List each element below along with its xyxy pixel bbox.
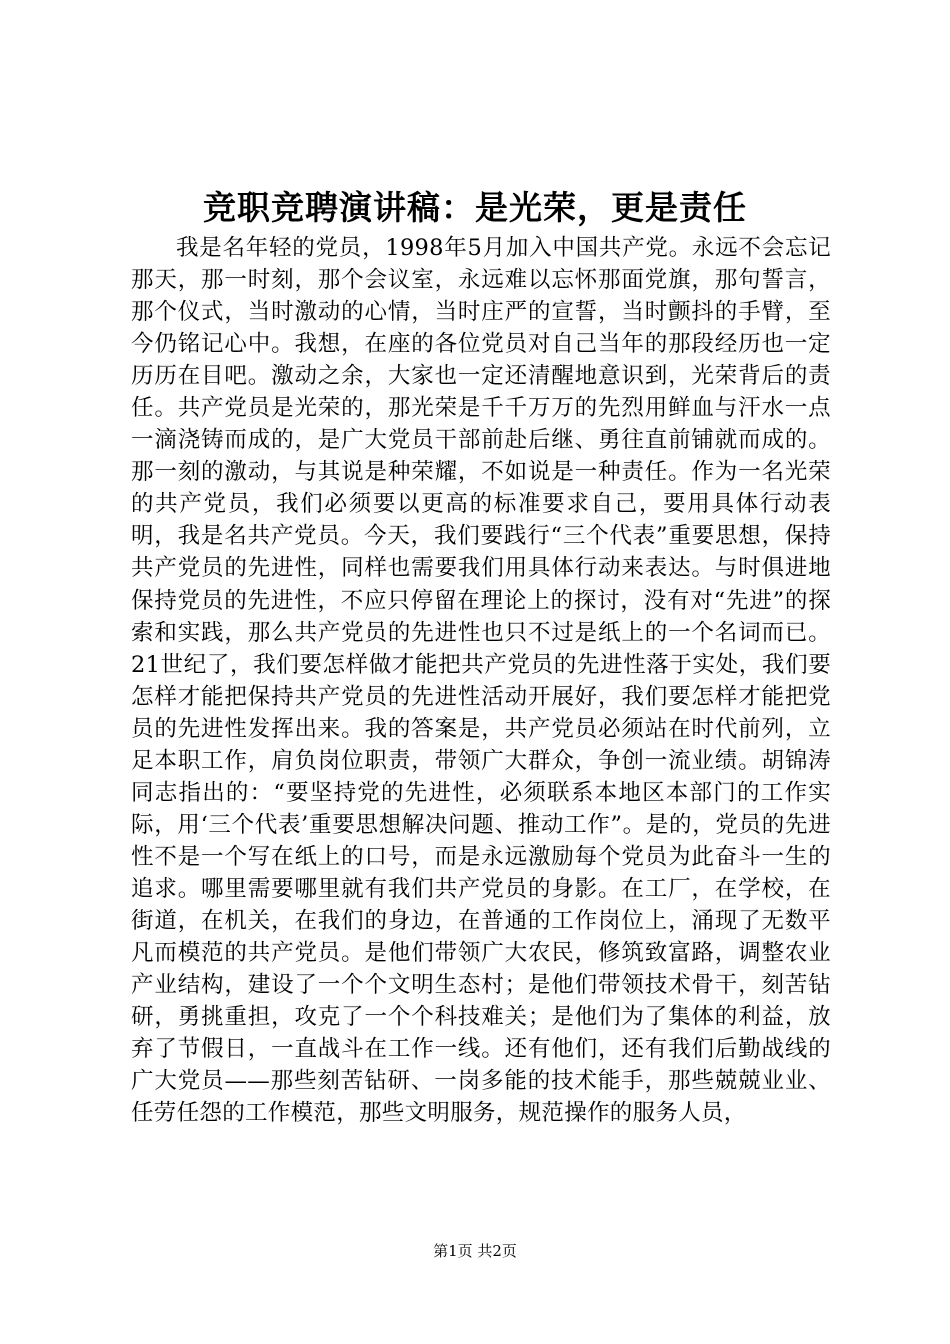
page-number: 第1页 共2页 <box>433 1242 517 1260</box>
body-paragraph: 我是名年轻的党员，1998年5月加入中国共产党。永远不会忘记那天，那一时刻，那个会议室，永远难以忘怀那面党旗，那句誓言，那个仪式，当时激动的心情，当时庄严的宣誓，当时颤抖的手臂，至今仍铭记心中。我想，在座的各位党员对自己当年的那段经历也一定历历在目吧。激动之余，大家也一定还清醒地意识到，光荣背后的责任。共产党员是光荣的，那光荣是千千万万的先烈用鲜血与汗水一点一滴浇铸而成的，是广大党员干部前赴后继、勇往直前铺就而成的。那一刻的激动，与其说是种荣耀，不如说是一种责任。作为一名光荣的共产党员，我们必须要以更高的标准要求自己，要用具体行动表明，我是名共产党员。今天，我们要践行“三个代表”重要思想，保持共产党员的先进性，同样也需要我们用具体行动来表达。与时俱进地保持党员的先进性，不应只停留在理论上的探讨，没有对“先进”的探索和实践，那么共产党员的先进性也只不过是纸上的一个名词而已。21世纪了，我们要怎样做才能把共产党员的先进性落于实处，我们要怎样才能把保持共产党员的先进性活动开展好，我们要怎样才能把党员的先进性发挥出来。我的答案是，共产党员必须站在时代前列，立足本职工作，肩负岗位职责，带领广大群众，争创一流业绩。胡锦涛同志指出的：“要坚持党的先进性，必须联系本地区本部门的工作实际，用‘三个代表’重要思想解决问题、推动工作”。是的，党员的先进性不是一个写在纸上的口号，而是永远激励每个党员为此奋斗一生的追求。哪里需要哪里就有我们共产党员的身影。在工厂，在学校，在街道，在机关，在我们的身边，在普通的工作岗位上，涌现了无数平凡而模范的共产党员。是他们带领广大农民，修筑致富路，调整农业产业结构，建设了一个个文明生态村；是他们带领技术骨干，刻苦钻研，勇挑重担，攻克了一个个科技难关；是他们为了集体的利益，放弃了节假日，一直战斗在工作一线。还有他们，还有我们后勤战线的广大党员——那些刻苦钻研、一岗多能的技术能手，那些兢兢业业、任劳任怨的工作模范，那些文明服务，规范操作的服务人员， <box>131 235 831 1127</box>
document-title: 竞职竞聘演讲稿：是光荣，更是责任 <box>203 188 747 227</box>
